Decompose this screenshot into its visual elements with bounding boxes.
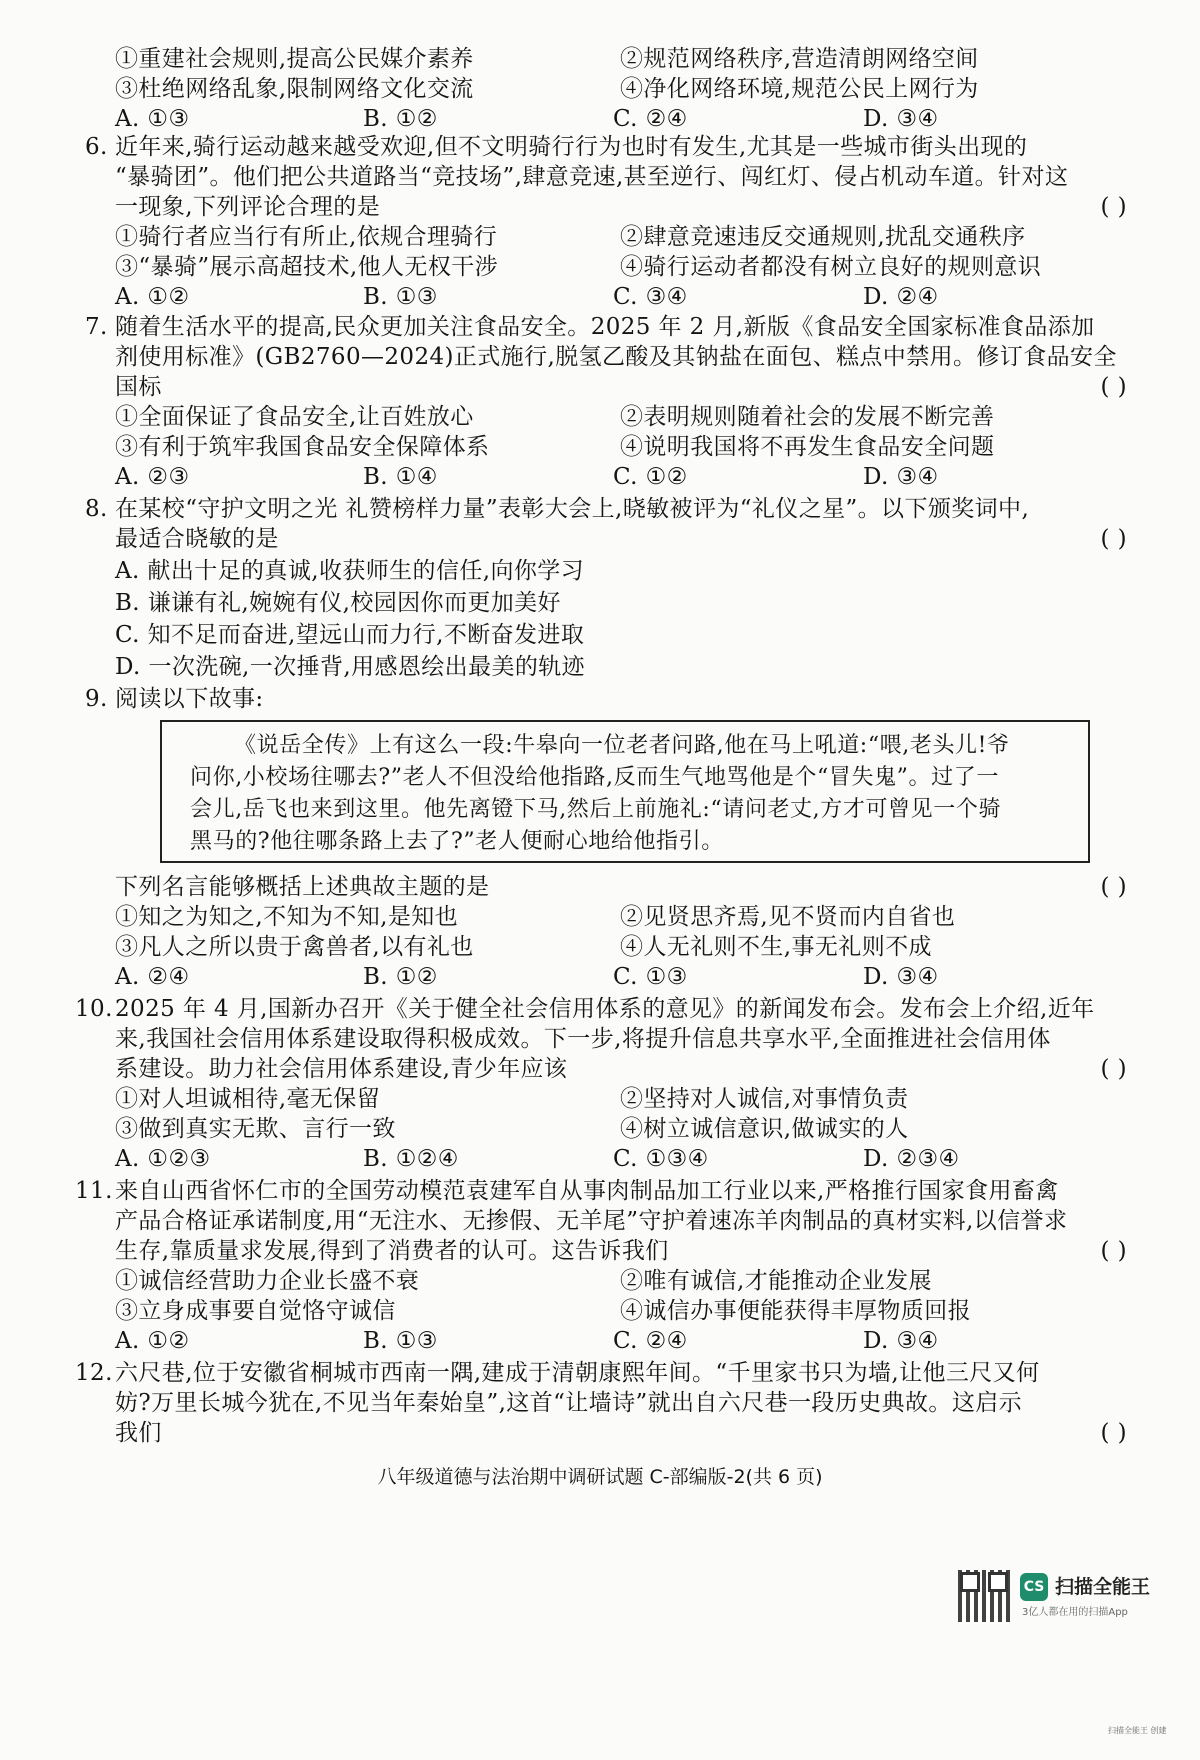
q9-option-3: ③凡人之所以贵于禽兽者,以有礼也 bbox=[115, 934, 474, 960]
q12-stem-line3: 我们 ( ) bbox=[115, 1416, 1135, 1450]
q7-number: 7. bbox=[85, 314, 108, 340]
q11-option-1: ①诚信经营助力企业长盛不衰 bbox=[115, 1268, 420, 1294]
q6-option-1: ①骑行者应当行有所止,依规合理骑行 bbox=[115, 224, 498, 250]
camscanner-tagline: 3亿人都在用的扫描App bbox=[1022, 1607, 1128, 1618]
q7-options-row2 bbox=[115, 430, 1135, 464]
q9-story-box bbox=[160, 720, 1090, 863]
page-footer: 八年级道德与法治期中调研试题 C-部编版-2(共 6 页) bbox=[377, 1466, 823, 1488]
q11-option-4: ④诚信办事便能获得丰厚物质回报 bbox=[620, 1298, 971, 1324]
camscanner-name: 扫描全能王 bbox=[1055, 1576, 1151, 1598]
q7-answer-c: C. ①② bbox=[613, 464, 688, 490]
q8-answer-a: A. 献出十足的真诚,收获师生的信任,向你学习 bbox=[115, 558, 585, 584]
q7-option-3: ③有利于筑牢我国食品安全保障体系 bbox=[115, 434, 490, 460]
q10-option-1: ①对人坦诚相待,毫无保留 bbox=[115, 1086, 381, 1112]
q6-option-3: ③“暴骑”展示高超技术,他人无权干涉 bbox=[115, 254, 499, 280]
q8-stem-line1: 8. 在某校“守护文明之光 礼赞榜样力量”表彰大会上,晓敏被评为“礼仪之星”。以下颁奖词中, bbox=[115, 492, 1135, 526]
q6-answer-bracket: ( ) bbox=[1100, 194, 1127, 220]
q5-option-4: ④净化网络环境,规范公民上网行为 bbox=[620, 76, 979, 102]
q12-number: 12. bbox=[75, 1360, 113, 1386]
q11-stem-line3: 生存,靠质量求发展,得到了消费者的认可。这告诉我们 ( ) bbox=[115, 1234, 1135, 1268]
q9-story-line3: 会儿,岳飞也来到这里。他先离镫下马,然后上前施礼:“请问老丈,方才可曾见一个骑 bbox=[190, 797, 1002, 822]
q5-options-row2 bbox=[115, 72, 1135, 106]
q7-option-1: ①全面保证了食品安全,让百姓放心 bbox=[115, 404, 474, 430]
q9-options-row2 bbox=[115, 930, 1135, 964]
q11-number: 11. bbox=[75, 1178, 113, 1204]
q11-answer-d: D. ③④ bbox=[863, 1328, 939, 1354]
q5-answer-b: B. ①② bbox=[363, 106, 438, 132]
q11-answer-bracket: ( ) bbox=[1100, 1238, 1127, 1264]
q8-stem-line2: 最适合晓敏的是 ( ) bbox=[115, 522, 1135, 556]
q5-options-row1 bbox=[115, 42, 1135, 76]
q12-stem-line2: 妨?万里长城今犹在,不见当年秦始皇”,这首“让墙诗”就出自六尺巷一段历史典故。这启示 bbox=[115, 1390, 1023, 1416]
q6-option-4: ④骑行运动者都没有树立良好的规则意识 bbox=[620, 254, 1042, 280]
q11-options-row2 bbox=[115, 1294, 1135, 1328]
q10-stem-line2: 来,我国社会信用体系建设取得积极成效。下一步,将提升信息共享水平,全面推进社会信用体 bbox=[115, 1026, 1051, 1052]
q8-answer-c: C. 知不足而奋进,望远山而力行,不断奋发进取 bbox=[115, 622, 585, 648]
q10-answer-d: D. ②③④ bbox=[863, 1146, 960, 1172]
q5-option-1: ①重建社会规则,提高公民媒介素养 bbox=[115, 46, 474, 72]
q6-answer-d: D. ②④ bbox=[863, 284, 939, 310]
q8-answer-d: D. 一次洗碗,一次捶背,用感恩绘出最美的轨迹 bbox=[115, 654, 586, 680]
q10-answer-b: B. ①②④ bbox=[363, 1146, 459, 1172]
qr-code-icon bbox=[958, 1570, 1010, 1622]
q8-answer-b: B. 谦谦有礼,婉婉有仪,校园因你而更加美好 bbox=[115, 590, 561, 616]
q8-number: 8. bbox=[85, 496, 108, 522]
q5-answer-a: A. ①③ bbox=[115, 106, 190, 132]
q9-option-2: ②见贤思齐焉,见不贤而内自省也 bbox=[620, 904, 956, 930]
q10-stem-line1: 10. 2025 年 4 月,国新办召开《关于健全社会信用体系的意见》的新闻发布会。发布会上介绍,近年 bbox=[115, 992, 1135, 1026]
q7-answer-bracket: ( ) bbox=[1100, 374, 1127, 400]
q12-answer-bracket: ( ) bbox=[1100, 1420, 1127, 1446]
q9-options-row1 bbox=[115, 900, 1135, 934]
q9-number: 9. bbox=[85, 686, 108, 712]
q11-stem-line1: 11. 来自山西省怀仁市的全国劳动模范袁建军自从事肉制品加工行业以来,严格推行国家食用畜禽 bbox=[115, 1174, 1135, 1208]
q7-option-4: ④说明我国将不再发生食品安全问题 bbox=[620, 434, 995, 460]
q6-answer-b: B. ①③ bbox=[363, 284, 438, 310]
q7-options-row1 bbox=[115, 400, 1135, 434]
q6-options-row1 bbox=[115, 220, 1135, 254]
q6-stem-line3: 一现象,下列评论合理的是 ( ) bbox=[115, 190, 1135, 224]
q7-stem-line2: 剂使用标准》(GB2760—2024)正式施行,脱氢乙酸及其钠盐在面包、糕点中禁用。修订食品安全 bbox=[115, 344, 1117, 370]
q10-answer-c: C. ①③④ bbox=[613, 1146, 709, 1172]
q7-answer-d: D. ③④ bbox=[863, 464, 939, 490]
q10-stem-line3: 系建设。助力社会信用体系建设,青少年应该 ( ) bbox=[115, 1052, 1135, 1086]
q9-option-4: ④人无礼则不生,事无礼则不成 bbox=[620, 934, 932, 960]
q9-answer-a: A. ②④ bbox=[115, 964, 190, 990]
q7-option-2: ②表明规则随着社会的发展不断完善 bbox=[620, 404, 995, 430]
q5-option-2: ②规范网络秩序,营造清朗网络空间 bbox=[620, 46, 979, 72]
q10-option-2: ②坚持对人诚信,对事情负责 bbox=[620, 1086, 909, 1112]
q10-answer-bracket: ( ) bbox=[1100, 1056, 1127, 1082]
q6-answer-c: C. ③④ bbox=[613, 284, 688, 310]
q9-answer-d: D. ③④ bbox=[863, 964, 939, 990]
q8-answer-bracket: ( ) bbox=[1100, 526, 1127, 552]
q5-answer-d: D. ③④ bbox=[863, 106, 939, 132]
q11-option-3: ③立身成事要自觉恪守诚信 bbox=[115, 1298, 396, 1324]
q9-intro: 9. 阅读以下故事: bbox=[115, 682, 1135, 716]
q10-number: 10. bbox=[75, 996, 113, 1022]
q5-answer-c: C. ②④ bbox=[613, 106, 688, 132]
q11-option-2: ②唯有诚信,才能推动企业发展 bbox=[620, 1268, 932, 1294]
camscanner-logo-icon: CS bbox=[1020, 1573, 1048, 1601]
q10-option-4: ④树立诚信意识,做诚实的人 bbox=[620, 1116, 909, 1142]
q11-answer-a: A. ①② bbox=[115, 1328, 190, 1354]
q6-stem-line2: “暴骑团”。他们把公共道路当“竞技场”,肆意竞速,甚至逆行、闯红灯、侵占机动车道。针对这 bbox=[115, 164, 1069, 190]
q9-story-line1: 《说岳全传》上有这么一段:牛皋向一位老者问路,他在马上吼道:“喂,老头儿!爷 bbox=[234, 733, 1010, 758]
q11-stem-line2: 产品合格证承诺制度,用“无注水、无掺假、无羊尾”守护着速冻羊肉制品的真材实料,以信誉求 bbox=[115, 1208, 1068, 1234]
q11-answer-b: B. ①③ bbox=[363, 1328, 438, 1354]
q10-options-row2 bbox=[115, 1112, 1135, 1146]
q5-option-3: ③杜绝网络乱象,限制网络文化交流 bbox=[115, 76, 474, 102]
q10-answer-a: A. ①②③ bbox=[115, 1146, 211, 1172]
q9-answer-bracket: ( ) bbox=[1100, 874, 1127, 900]
q7-answer-a: A. ②③ bbox=[115, 464, 190, 490]
q7-stem-line1: 7. 随着生活水平的提高,民众更加关注食品安全。2025 年 2 月,新版《食品安全国家标准食品添加 bbox=[115, 310, 1135, 344]
q9-answer-c: C. ①③ bbox=[613, 964, 688, 990]
scanner-stamp: 扫描全能王 创建 bbox=[1108, 1726, 1167, 1735]
q9-story-line4: 黑马的?他往哪条路上去了?”老人便耐心地给他指引。 bbox=[190, 829, 724, 854]
q9-option-1: ①知之为知之,不知为不知,是知也 bbox=[115, 904, 459, 930]
q12-stem-line1: 12. 六尺巷,位于安徽省桐城市西南一隅,建成于清朝康熙年间。“千里家书只为墙,让他三尺又何 bbox=[115, 1356, 1135, 1390]
q6-options-row2 bbox=[115, 250, 1135, 284]
q9-answer-b: B. ①② bbox=[363, 964, 438, 990]
q10-option-3: ③做到真实无欺、言行一致 bbox=[115, 1116, 396, 1142]
q11-answer-c: C. ②④ bbox=[613, 1328, 688, 1354]
q9-stem: 下列名言能够概括上述典故主题的是 ( ) bbox=[115, 870, 1135, 904]
q7-stem-line3: 国标 ( ) bbox=[115, 370, 1135, 404]
q6-stem-line1: 6. 近年来,骑行运动越来越受欢迎,但不文明骑行行为也时有发生,尤其是一些城市街头出现的 bbox=[115, 130, 1135, 164]
q6-option-2: ②肆意竞速违反交通规则,扰乱交通秩序 bbox=[620, 224, 1026, 250]
q11-options-row1 bbox=[115, 1264, 1135, 1298]
q7-answer-b: B. ①④ bbox=[363, 464, 438, 490]
q10-options-row1 bbox=[115, 1082, 1135, 1116]
q6-number: 6. bbox=[85, 134, 108, 160]
q6-answer-a: A. ①② bbox=[115, 284, 190, 310]
q9-story-line2: 问你,小校场往哪去?”老人不但没给他指路,反而生气地骂他是个“冒失鬼”。过了一 bbox=[190, 765, 999, 790]
